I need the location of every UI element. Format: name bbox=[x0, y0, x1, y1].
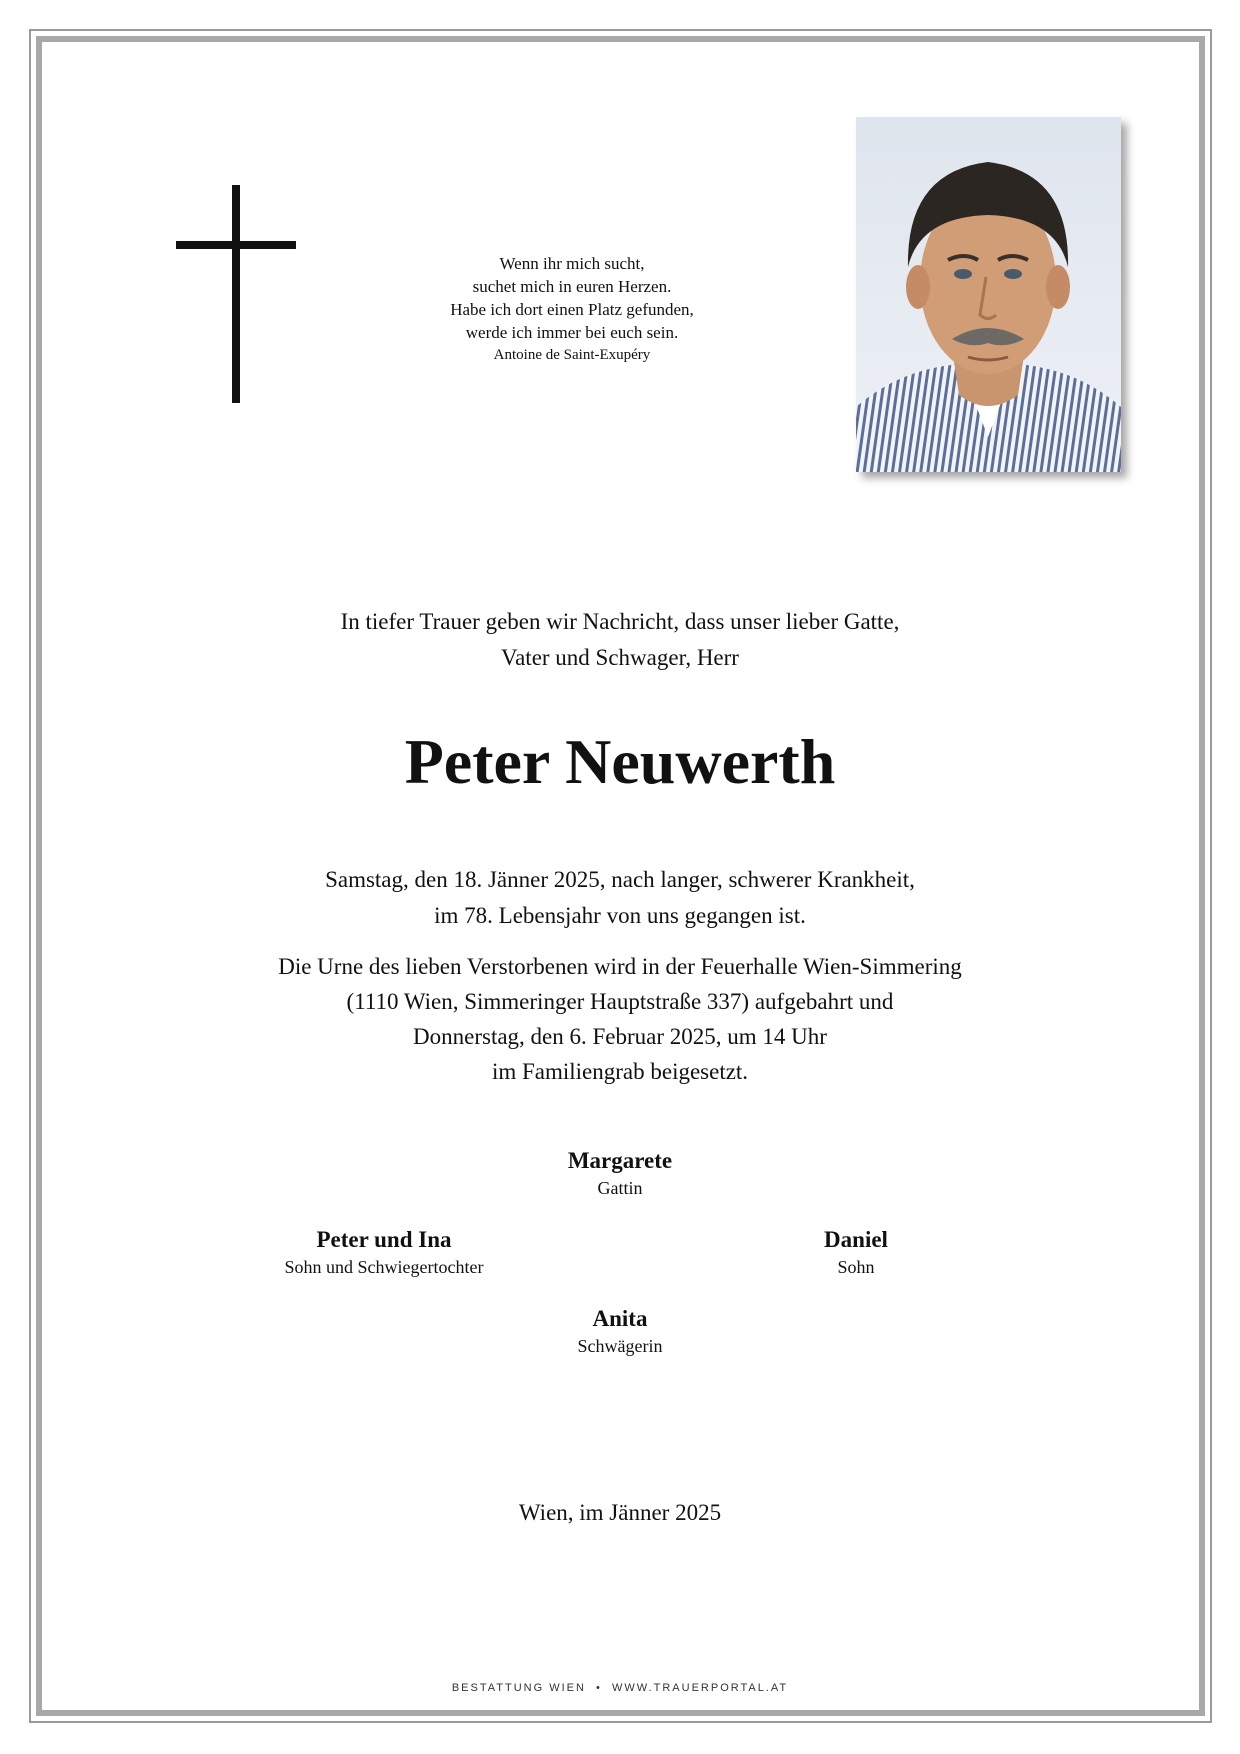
funeral-line: Donnerstag, den 6. Februar 2025, um 14 Uhr bbox=[413, 1024, 827, 1049]
funeral-text bbox=[150, 949, 1090, 1089]
mourner-daniel bbox=[686, 1225, 1026, 1279]
mourner-role: Gattin bbox=[597, 1178, 643, 1198]
deceased-name: Peter Neuwerth bbox=[404, 726, 836, 797]
mourner-role: Schwägerin bbox=[577, 1336, 663, 1356]
quote-line: Habe ich dort einen Platz gefunden, bbox=[450, 300, 694, 319]
mourner-name: Daniel bbox=[824, 1227, 888, 1252]
cross-vertical-bar bbox=[232, 185, 240, 403]
cross-icon bbox=[176, 185, 296, 403]
mourner-name: Anita bbox=[592, 1306, 648, 1331]
funeral-line: Die Urne des lieben Verstorbenen wird in der Feuerhalle Wien-Simmering bbox=[278, 954, 962, 979]
quote-block bbox=[372, 252, 772, 367]
cross-horizontal-bar bbox=[176, 241, 296, 249]
funeral-line: (1110 Wien, Simmeringer Hauptstraße 337) aufgebahrt und bbox=[346, 989, 894, 1014]
funeral-line: im Familiengrab beigesetzt. bbox=[491, 1059, 749, 1084]
footer-company: BESTATTUNG WIEN bbox=[451, 1682, 586, 1694]
footer bbox=[150, 1682, 1090, 1694]
quote-line: Wenn ihr mich sucht, bbox=[499, 254, 645, 273]
footer-website: WWW.TRAUERPORTAL.AT bbox=[612, 1682, 789, 1694]
intro-text bbox=[150, 604, 1090, 676]
portrait-image bbox=[856, 117, 1121, 472]
mourner-margarete bbox=[450, 1146, 790, 1200]
intro-line: In tiefer Trauer geben wir Nachricht, dass unser lieber Gatte, bbox=[340, 609, 900, 634]
mourner-role: Sohn bbox=[837, 1257, 875, 1277]
passing-text bbox=[150, 862, 1090, 934]
portrait-photo bbox=[856, 117, 1121, 472]
passing-line: im 78. Lebensjahr von uns gegangen ist. bbox=[434, 903, 806, 928]
mourner-anita bbox=[450, 1304, 790, 1358]
quote-line: werde ich immer bei euch sein. bbox=[465, 323, 679, 342]
mourner-role: Sohn und Schwiegertochter bbox=[284, 1257, 484, 1277]
quote-line: suchet mich in euren Herzen. bbox=[472, 277, 672, 296]
intro-line: Vater und Schwager, Herr bbox=[501, 645, 739, 670]
place-date: Wien, im Jänner 2025 bbox=[518, 1500, 722, 1525]
footer-separator: • bbox=[596, 1682, 602, 1694]
passing-line: Samstag, den 18. Jänner 2025, nach langer, schwerer Krankheit, bbox=[325, 867, 915, 892]
quote-author: Antoine de Saint-Exupéry bbox=[493, 347, 651, 363]
mourner-name: Peter und Ina bbox=[316, 1227, 452, 1252]
mourner-peter-ina bbox=[214, 1225, 554, 1279]
mourner-name: Margarete bbox=[567, 1148, 673, 1173]
